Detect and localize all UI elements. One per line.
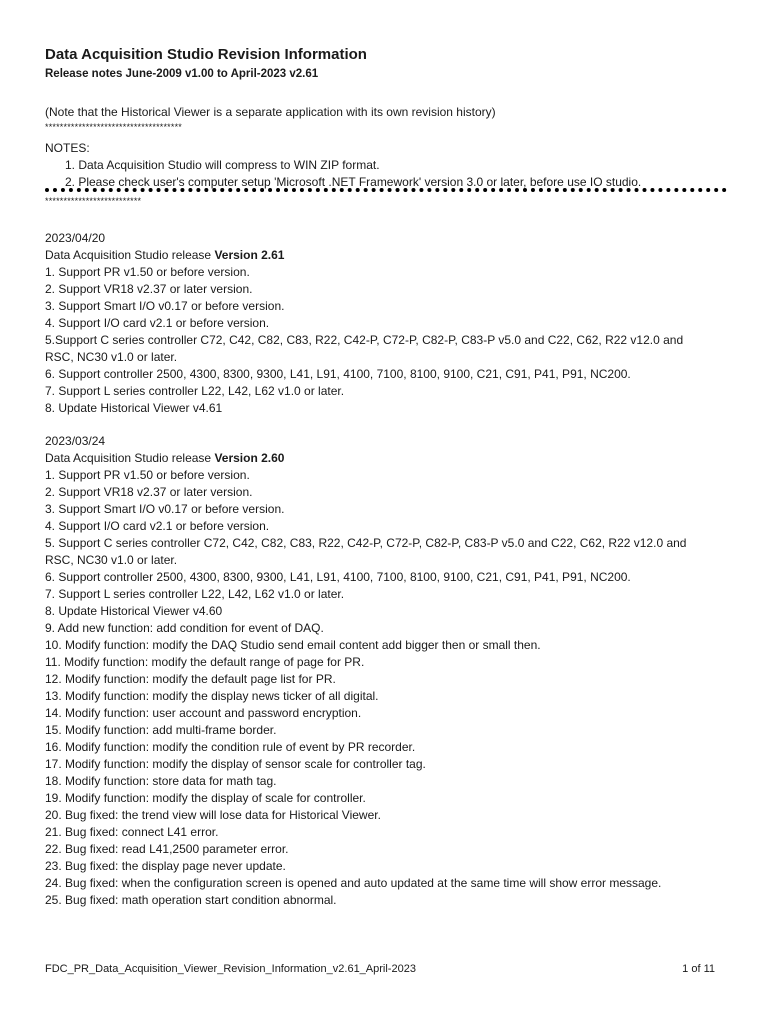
list-item: 5.Support C series controller C72, C42, C82, C83, R22, C42-P, C72-P, C82-P, C83-P v5.0 and C22, C62, R22 v12.0 and xyxy=(45,333,684,347)
list-item: 4. Support I/O card v2.1 or before version. xyxy=(45,316,270,330)
release-items xyxy=(45,467,735,909)
list-item: 6. Support controller 2500, 4300, 8300, 9300, L41, L91, 4100, 7100, 8100, 9100, C21, C91, P41, P91, NC200. xyxy=(45,570,631,584)
list-item: 14. Modify function: user account and password encryption. xyxy=(45,706,362,720)
list-item: 2. Support VR18 v2.37 or later version. xyxy=(45,485,253,499)
list-item: 18. Modify function: store data for math tag. xyxy=(45,774,277,788)
release-version: Version 2.60 xyxy=(214,451,285,465)
notes-label: NOTES: xyxy=(45,141,90,155)
release-items xyxy=(45,264,735,417)
list-item: RSC, NC30 v1.0 or later. xyxy=(45,350,178,364)
footer-filename: FDC_PR_Data_Acquisition_Viewer_Revision_Information_v2.61_April-2023 xyxy=(45,963,416,975)
list-item: 3. Support Smart I/O v0.17 or before version. xyxy=(45,299,285,313)
separator-stars: ************************** xyxy=(45,196,142,206)
list-item: 6. Support controller 2500, 4300, 8300, 9300, L41, L91, 4100, 7100, 8100, 9100, C21, C91, P41, P91, NC200. xyxy=(45,367,631,381)
release-heading xyxy=(45,247,735,264)
release-section xyxy=(45,433,735,909)
list-item: 22. Bug fixed: read L41,2500 parameter error. xyxy=(45,842,289,856)
list-item: 15. Modify function: add multi-frame border. xyxy=(45,723,277,737)
separator-stars: ************************************* xyxy=(45,122,182,132)
page-title: Data Acquisition Studio Revision Information xyxy=(45,46,367,63)
list-item: 11. Modify function: modify the default range of page for PR. xyxy=(45,655,365,669)
list-item: 2. Support VR18 v2.37 or later version. xyxy=(45,282,253,296)
historical-viewer-note: (Note that the Historical Viewer is a separate application with its own revision history) xyxy=(45,105,496,119)
list-item: 8. Update Historical Viewer v4.61 xyxy=(45,401,223,415)
list-item: 12. Modify function: modify the default page list for PR. xyxy=(45,672,336,686)
note-item: 2. Please check user's computer setup 'Microsoft .NET Framework' version 3.0 or later, before use IO studio. xyxy=(65,175,642,189)
release-version: Version 2.61 xyxy=(214,248,285,262)
list-item: 20. Bug fixed: the trend view will lose data for Historical Viewer. xyxy=(45,808,381,822)
list-item: 1. Support PR v1.50 or before version. xyxy=(45,265,250,279)
note-item: 1. Data Acquisition Studio will compress to WIN ZIP format. xyxy=(65,158,380,172)
list-item: 21. Bug fixed: connect L41 error. xyxy=(45,825,219,839)
list-item: 7. Support L series controller L22, L42, L62 v1.0 or later. xyxy=(45,587,345,601)
release-heading xyxy=(45,450,735,467)
list-item: 25. Bug fixed: math operation start condition abnormal. xyxy=(45,893,337,907)
intro-section xyxy=(45,104,735,191)
list-item: 5. Support C series controller C72, C42, C82, C83, R22, C42-P, C72-P, C82-P, C83-P v5.0 and C22, C62, R22 v12.0 and xyxy=(45,536,687,550)
release-date: 2023/04/20 xyxy=(45,231,106,245)
page-subtitle: Release notes June-2009 v1.00 to April-2023 v2.61 xyxy=(45,68,319,80)
list-item: 8. Update Historical Viewer v4.60 xyxy=(45,604,223,618)
list-item: 19. Modify function: modify the display of scale for controller. xyxy=(45,791,366,805)
list-item: 7. Support L series controller L22, L42, L62 v1.0 or later. xyxy=(45,384,345,398)
release-prefix: Data Acquisition Studio release xyxy=(45,248,215,262)
list-item: 17. Modify function: modify the display of sensor scale for controller tag. xyxy=(45,757,426,771)
list-item: 1. Support PR v1.50 or before version. xyxy=(45,468,250,482)
list-item: 13. Modify function: modify the display news ticker of all digital. xyxy=(45,689,379,703)
list-item: 9. Add new function: add condition for event of DAQ. xyxy=(45,621,324,635)
notes-list xyxy=(45,157,735,191)
list-item: 3. Support Smart I/O v0.17 or before version. xyxy=(45,502,285,516)
page-number: 1 of 11 xyxy=(682,963,715,975)
list-item: 16. Modify function: modify the condition rule of event by PR recorder. xyxy=(45,740,416,754)
release-prefix: Data Acquisition Studio release xyxy=(45,451,215,465)
list-item: 23. Bug fixed: the display page never update. xyxy=(45,859,286,873)
list-item: RSC, NC30 v1.0 or later. xyxy=(45,553,178,567)
list-item: 4. Support I/O card v2.1 or before version. xyxy=(45,519,270,533)
list-item: 10. Modify function: modify the DAQ Studio send email content add bigger then or small then. xyxy=(45,638,541,652)
release-date: 2023/03/24 xyxy=(45,434,106,448)
dotted-divider xyxy=(45,188,727,192)
release-section xyxy=(45,230,735,417)
list-item: 24. Bug fixed: when the configuration screen is opened and auto updated at the same time will show error message. xyxy=(45,876,662,890)
